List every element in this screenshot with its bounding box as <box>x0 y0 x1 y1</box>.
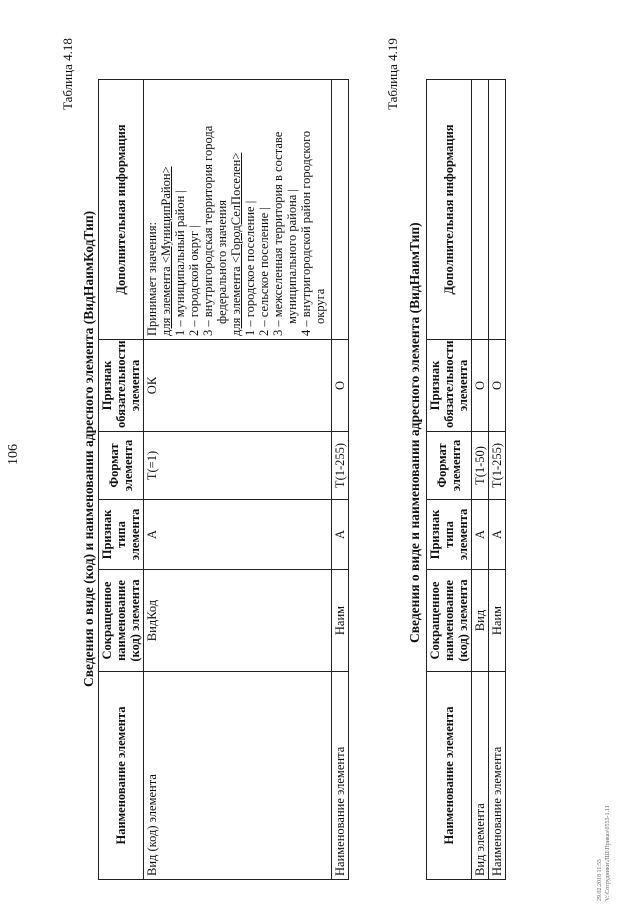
cell-format: T(1-255) <box>489 432 506 500</box>
cell-name: Вид (код) элемента <box>144 672 332 880</box>
info-line: 3 – внутригородская территория города <box>201 125 215 336</box>
table-4-19 <box>426 79 506 880</box>
cell-required: О <box>472 340 489 432</box>
info-line: 1 – городское поселение | <box>243 200 257 336</box>
info-line: 4 – внутригородской район городского <box>299 130 313 336</box>
header-cell: Признак обязательности элемента <box>99 340 144 432</box>
cell-info <box>472 80 489 340</box>
table-row <box>144 80 332 880</box>
table-title: Сведения о виде и наименовании адресного элемента (ВидНаимТип) <box>407 222 422 643</box>
cell-required: О <box>332 340 349 432</box>
cell-code: ВидКод <box>144 570 332 672</box>
cell-info <box>332 80 349 340</box>
header-cell: Признак обязательности элемента <box>427 340 472 432</box>
header-cell: Сокращенное наименование (код) элемента <box>427 570 472 672</box>
header-cell: Признак типа элемента <box>99 500 144 570</box>
table-row <box>472 80 489 880</box>
cell-name: Наименование элемента <box>489 672 506 880</box>
info-line: округа <box>313 288 327 324</box>
header-cell: Наименование элемента <box>99 672 144 880</box>
cell-format: T(1-50) <box>472 432 489 500</box>
info-line: для элемента <ГородСелПоселен> <box>229 152 243 336</box>
cell-type: А <box>332 500 349 570</box>
cell-info <box>144 80 332 340</box>
cell-type: А <box>472 500 489 570</box>
cell-type: А <box>144 500 332 570</box>
header-cell: Наименование элемента <box>427 672 472 880</box>
cell-format: T(=1) <box>144 432 332 500</box>
header-cell: Дополнительная информация <box>99 80 144 340</box>
cell-name: Наименование элемента <box>332 672 349 880</box>
table-row <box>332 80 349 880</box>
header-cell: Формат элемента <box>427 432 472 500</box>
cell-required: О <box>489 340 506 432</box>
table-title: Сведения о виде (код) и наименовании адресного элемента (ВидНаимКодТип) <box>81 210 96 687</box>
info-line: 2 – городской округ | <box>187 225 201 336</box>
cell-code: Вид <box>472 570 489 672</box>
info-line: 2 – сельское поселение | <box>257 207 271 336</box>
footer-line: 29.02.2018 11:55 <box>597 859 603 901</box>
header-row <box>427 80 472 880</box>
info-line: 3 – межселенная территория в составе <box>271 131 285 336</box>
table-4-18 <box>98 79 349 880</box>
cell-info <box>489 80 506 340</box>
page-number: 106 <box>6 444 21 465</box>
info-line: федерального значения <box>215 199 229 324</box>
cell-name: Вид элемента <box>472 672 489 880</box>
header-cell: Формат элемента <box>99 432 144 500</box>
footer-line: V:\Сотрудники\ЛШ\Приказ\0553-1.11 <box>605 805 611 901</box>
footer-note <box>596 805 612 901</box>
table-label: Таблица 4.18 <box>60 38 75 110</box>
info-line: Принимает значения: <box>145 222 159 336</box>
cell-format: T(1-255) <box>332 432 349 500</box>
info-line: 1 – муниципальный район | <box>173 190 187 336</box>
info-line: для элемента <МуниципРайон> <box>159 166 173 336</box>
cell-required: ОК <box>144 340 332 432</box>
table-label: Таблица 4.19 <box>385 38 400 110</box>
header-row <box>99 80 144 880</box>
header-cell: Дополнительная информация <box>427 80 472 340</box>
cell-type: А <box>489 500 506 570</box>
cell-code: Наим <box>332 570 349 672</box>
cell-code: Наим <box>489 570 506 672</box>
info-line: муниципального района | <box>285 189 299 324</box>
header-cell: Сокращенное наименование (код) элемента <box>99 570 144 672</box>
table-row <box>489 80 506 880</box>
header-cell: Признак типа элемента <box>427 500 472 570</box>
